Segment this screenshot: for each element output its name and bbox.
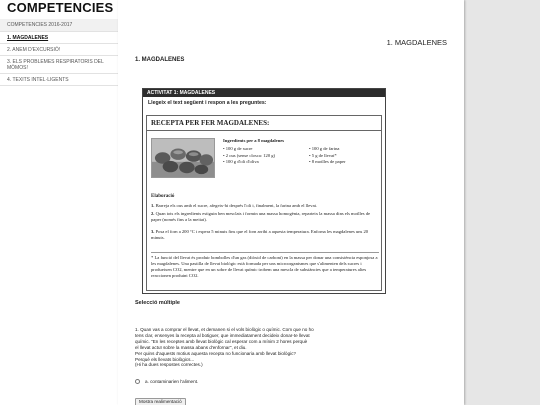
sidebar-item-magdalenes[interactable]: 1. MAGDALENES — [0, 32, 118, 44]
recipe-step — [151, 203, 377, 209]
question-line: el llevat actuï sobre la massa abans d'enfornar", et diu. — [135, 344, 247, 350]
question-line: Perquè els llevats biològics... — [135, 356, 195, 362]
elaboration-title: Elaboració — [151, 194, 175, 199]
site-title: COMPETENCIES — [7, 0, 114, 15]
radio-circle-icon[interactable] — [135, 379, 140, 384]
muffins-photo — [151, 138, 215, 178]
recipe-step — [151, 229, 377, 241]
question-line: 1. Quan vas a comprar el llevat, et demanen si el vols biològic o químic. Com que no ho — [135, 327, 314, 332]
recipe-step — [151, 211, 377, 223]
ingredients-title: Ingredients per a 8 magdalenes — [223, 138, 285, 143]
ingredients-column-right — [309, 146, 346, 166]
ingredient-item: • 2 ous (sense closca: 120 g) — [223, 152, 276, 158]
step-text: Barreja els ous amb el sucre, afegeix-hi després l'oli i, finalment, la farina amb el llevat. — [155, 203, 318, 208]
ingredient-item: • 100 g d'oli d'oliva — [223, 159, 259, 164]
section-title: 1. MAGDALENES — [135, 57, 185, 63]
multiple-choice-title: Selecció múltiple — [135, 300, 180, 306]
ingredients-column-left — [223, 146, 275, 166]
answer-option-label[interactable]: a. contaminarien l'aliment. — [145, 379, 199, 384]
sidebar-item-problemes-respiratoris[interactable]: 3. ELS PROBLEMES RESPIRATORIS DEL MÒMOS! — [0, 56, 118, 74]
sidebar — [0, 0, 118, 405]
activity-instruction: Llegeix el text següent i respon a les preguntes: — [148, 100, 267, 106]
question-line: tens clar, ensenyes la recepta al botiguer, que immediatament decideix donar-te llevat — [135, 332, 310, 338]
step-number: 1. — [151, 203, 155, 208]
ingredient-item: • 100 g de farina — [309, 146, 340, 151]
sidebar-nav — [0, 19, 118, 86]
question-line: químic. "En les receptes amb llevat biològic cal esperar com a mínim 2 hores perquè — [135, 338, 308, 344]
recipe-footnote: * La funció del llevat és produir bombolles d'un gas (diòxid de carboni) en la massa per donar una consistència esponjosa a les magdalenes. Una pastilla de llevat biològic està formada per uns microorganismes que s'alimenten dels sucres i produeixen CO2, mentre que en un sobre de llevat químic trobem una mescla de substàncies que a temperatures altes reaccionen produint CO2. — [151, 252, 379, 279]
question-text — [135, 327, 355, 368]
page-heading: 1. MAGDALENES — [386, 38, 447, 47]
step-text: Posa el forn a 200 °C i espera 5 minuts fins que el forn arribi a aquesta temperatura. Enforna les magdalenes uns 20 minuts. — [151, 229, 369, 240]
sidebar-item-excursio[interactable]: 2. ANEM D'EXCURSIÓ! — [0, 44, 118, 56]
sidebar-item-texits[interactable]: 4. TEXITS INTEL·LIGENTS — [0, 74, 118, 86]
main-content — [118, 0, 464, 405]
ingredient-item: • 8 motlles de paper — [309, 159, 346, 164]
recipe-card — [146, 115, 382, 291]
question-line: Per quins d'aquests motius aquesta recepta no funcionaria amb llevat biològic? — [135, 350, 296, 356]
step-number: 3. — [151, 229, 155, 234]
step-number: 2. — [151, 211, 155, 216]
step-text: Quan tots els ingredients estiguin ben mesclats i formin una massa homogènia, reparteix la massa dins els motlles de paper (només fins a la meitat). — [151, 211, 371, 222]
activity-title-bar: ACTIVITAT 1: MAGDALENES — [143, 89, 385, 97]
sidebar-heading[interactable]: COMPETENCIES 2016-2017 — [0, 19, 118, 32]
activity-box — [142, 88, 386, 294]
question-line: (Hi ha dues respostes correctes.) — [135, 362, 203, 368]
show-feedback-button[interactable]: Mostra realimentació — [135, 398, 186, 405]
ingredient-item: • 5 g de llevat* — [309, 152, 337, 158]
answer-option-a[interactable] — [135, 379, 198, 384]
recipe-title: RECEPTA PER FER MAGDALENES: — [147, 116, 381, 131]
ingredient-item: • 100 g de sucre — [223, 146, 253, 151]
